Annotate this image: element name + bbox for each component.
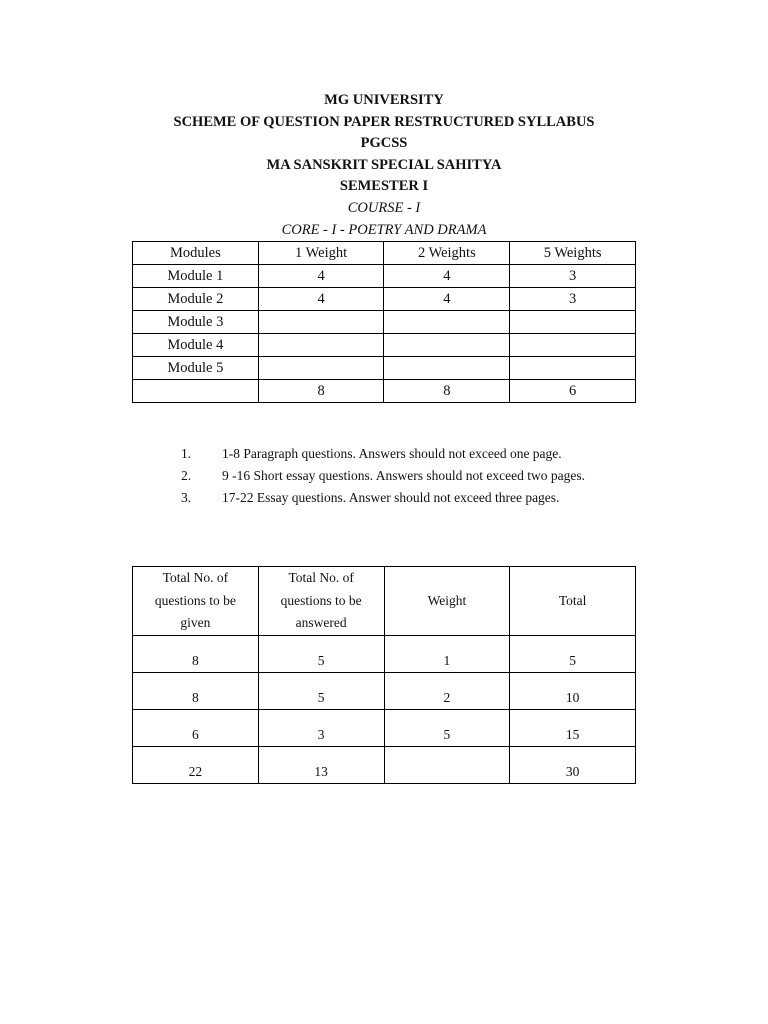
table-cell	[133, 380, 259, 403]
course-name-title: MA SANSKRIT SPECIAL SAHITYA	[266, 156, 502, 173]
table-cell: Module 4	[133, 334, 259, 357]
header-line: answered	[295, 615, 347, 630]
header-line: Total No. of	[288, 570, 354, 585]
note-text: 9 -16 Short essay questions. Answers should not exceed two pages.	[222, 468, 585, 483]
list-item	[0, 465, 768, 487]
table-cell: 4	[258, 265, 384, 288]
core-title: CORE - I - POETRY AND DRAMA	[281, 221, 487, 238]
table-row	[133, 265, 636, 288]
header-cell: 1 Weight	[258, 242, 384, 265]
table-cell: 3	[510, 288, 636, 311]
scheme-title: SCHEME OF QUESTION PAPER RESTRUCTURED SYLLABUS	[173, 113, 595, 130]
table-cell	[384, 334, 510, 357]
table-total-row	[133, 746, 636, 783]
table-row	[133, 635, 636, 672]
program-title: PGCSS	[360, 135, 408, 152]
header-cell: 2 Weights	[384, 242, 510, 265]
table-cell: Module 5	[133, 357, 259, 380]
table-header-row	[133, 567, 636, 636]
note-text: 17-22 Essay questions. Answer should not exceed three pages.	[222, 490, 560, 505]
list-item	[0, 487, 768, 509]
table-cell	[258, 334, 384, 357]
header-cell	[510, 567, 636, 636]
header-line: given	[180, 615, 211, 630]
table-cell	[384, 311, 510, 334]
document-header	[0, 90, 768, 241]
table-cell: 3	[258, 709, 384, 746]
header-cell	[133, 567, 259, 636]
header-line: questions to be	[280, 592, 362, 608]
course-title: COURSE - I	[347, 199, 421, 216]
table-cell: 8	[133, 635, 259, 672]
table-total-row	[133, 380, 636, 403]
table-cell: 4	[384, 288, 510, 311]
note-number: 2.	[181, 468, 192, 483]
table-cell: 4	[258, 288, 384, 311]
table-cell: 6	[133, 709, 259, 746]
table-cell: 5	[258, 635, 384, 672]
table-row	[133, 311, 636, 334]
table-cell: 22	[133, 746, 259, 783]
table-cell: 1	[384, 635, 510, 672]
table-cell: Module 3	[133, 311, 259, 334]
table-row	[133, 672, 636, 709]
table-cell	[258, 311, 384, 334]
university-title: MG UNIVERSITY	[324, 92, 444, 108]
table-cell: 5	[258, 672, 384, 709]
table-cell: 3	[510, 265, 636, 288]
header-line: Weight	[427, 592, 467, 608]
table-cell: 6	[510, 380, 636, 403]
header-cell: Modules	[133, 242, 259, 265]
table-cell: 5	[510, 635, 636, 672]
header-line: Total No. of	[162, 570, 229, 585]
table-cell: 10	[510, 672, 636, 709]
table-cell: 13	[258, 746, 384, 783]
notes-list	[0, 443, 768, 509]
note-text: 1-8 Paragraph questions. Answers should not exceed one page.	[222, 446, 562, 461]
header-cell	[258, 567, 384, 636]
table-cell	[258, 357, 384, 380]
table-cell: 8	[133, 672, 259, 709]
weights-table	[132, 241, 636, 403]
table-cell	[510, 311, 636, 334]
note-number: 1.	[181, 446, 192, 461]
table-header-row	[133, 242, 636, 265]
table-cell	[384, 357, 510, 380]
table-row	[133, 709, 636, 746]
table-cell: Module 1	[133, 265, 259, 288]
table-row	[133, 357, 636, 380]
table-cell: Module 2	[133, 288, 259, 311]
table-row	[133, 288, 636, 311]
table-cell	[510, 357, 636, 380]
table-cell	[510, 334, 636, 357]
table-row	[133, 334, 636, 357]
table-cell: 4	[384, 265, 510, 288]
table-cell: 30	[510, 746, 636, 783]
header-line: questions to be	[154, 592, 236, 608]
table-cell: 8	[258, 380, 384, 403]
table-cell: 2	[384, 672, 510, 709]
list-item	[0, 443, 768, 465]
header-cell	[384, 567, 510, 636]
table-cell: 8	[384, 380, 510, 403]
table-cell	[384, 746, 510, 783]
note-number: 3.	[181, 490, 192, 505]
totals-table	[132, 566, 636, 784]
table-cell: 5	[384, 709, 510, 746]
header-line: Total	[558, 592, 587, 608]
header-cell: 5 Weights	[510, 242, 636, 265]
semester-title: SEMESTER I	[339, 178, 429, 195]
table-cell: 15	[510, 709, 636, 746]
